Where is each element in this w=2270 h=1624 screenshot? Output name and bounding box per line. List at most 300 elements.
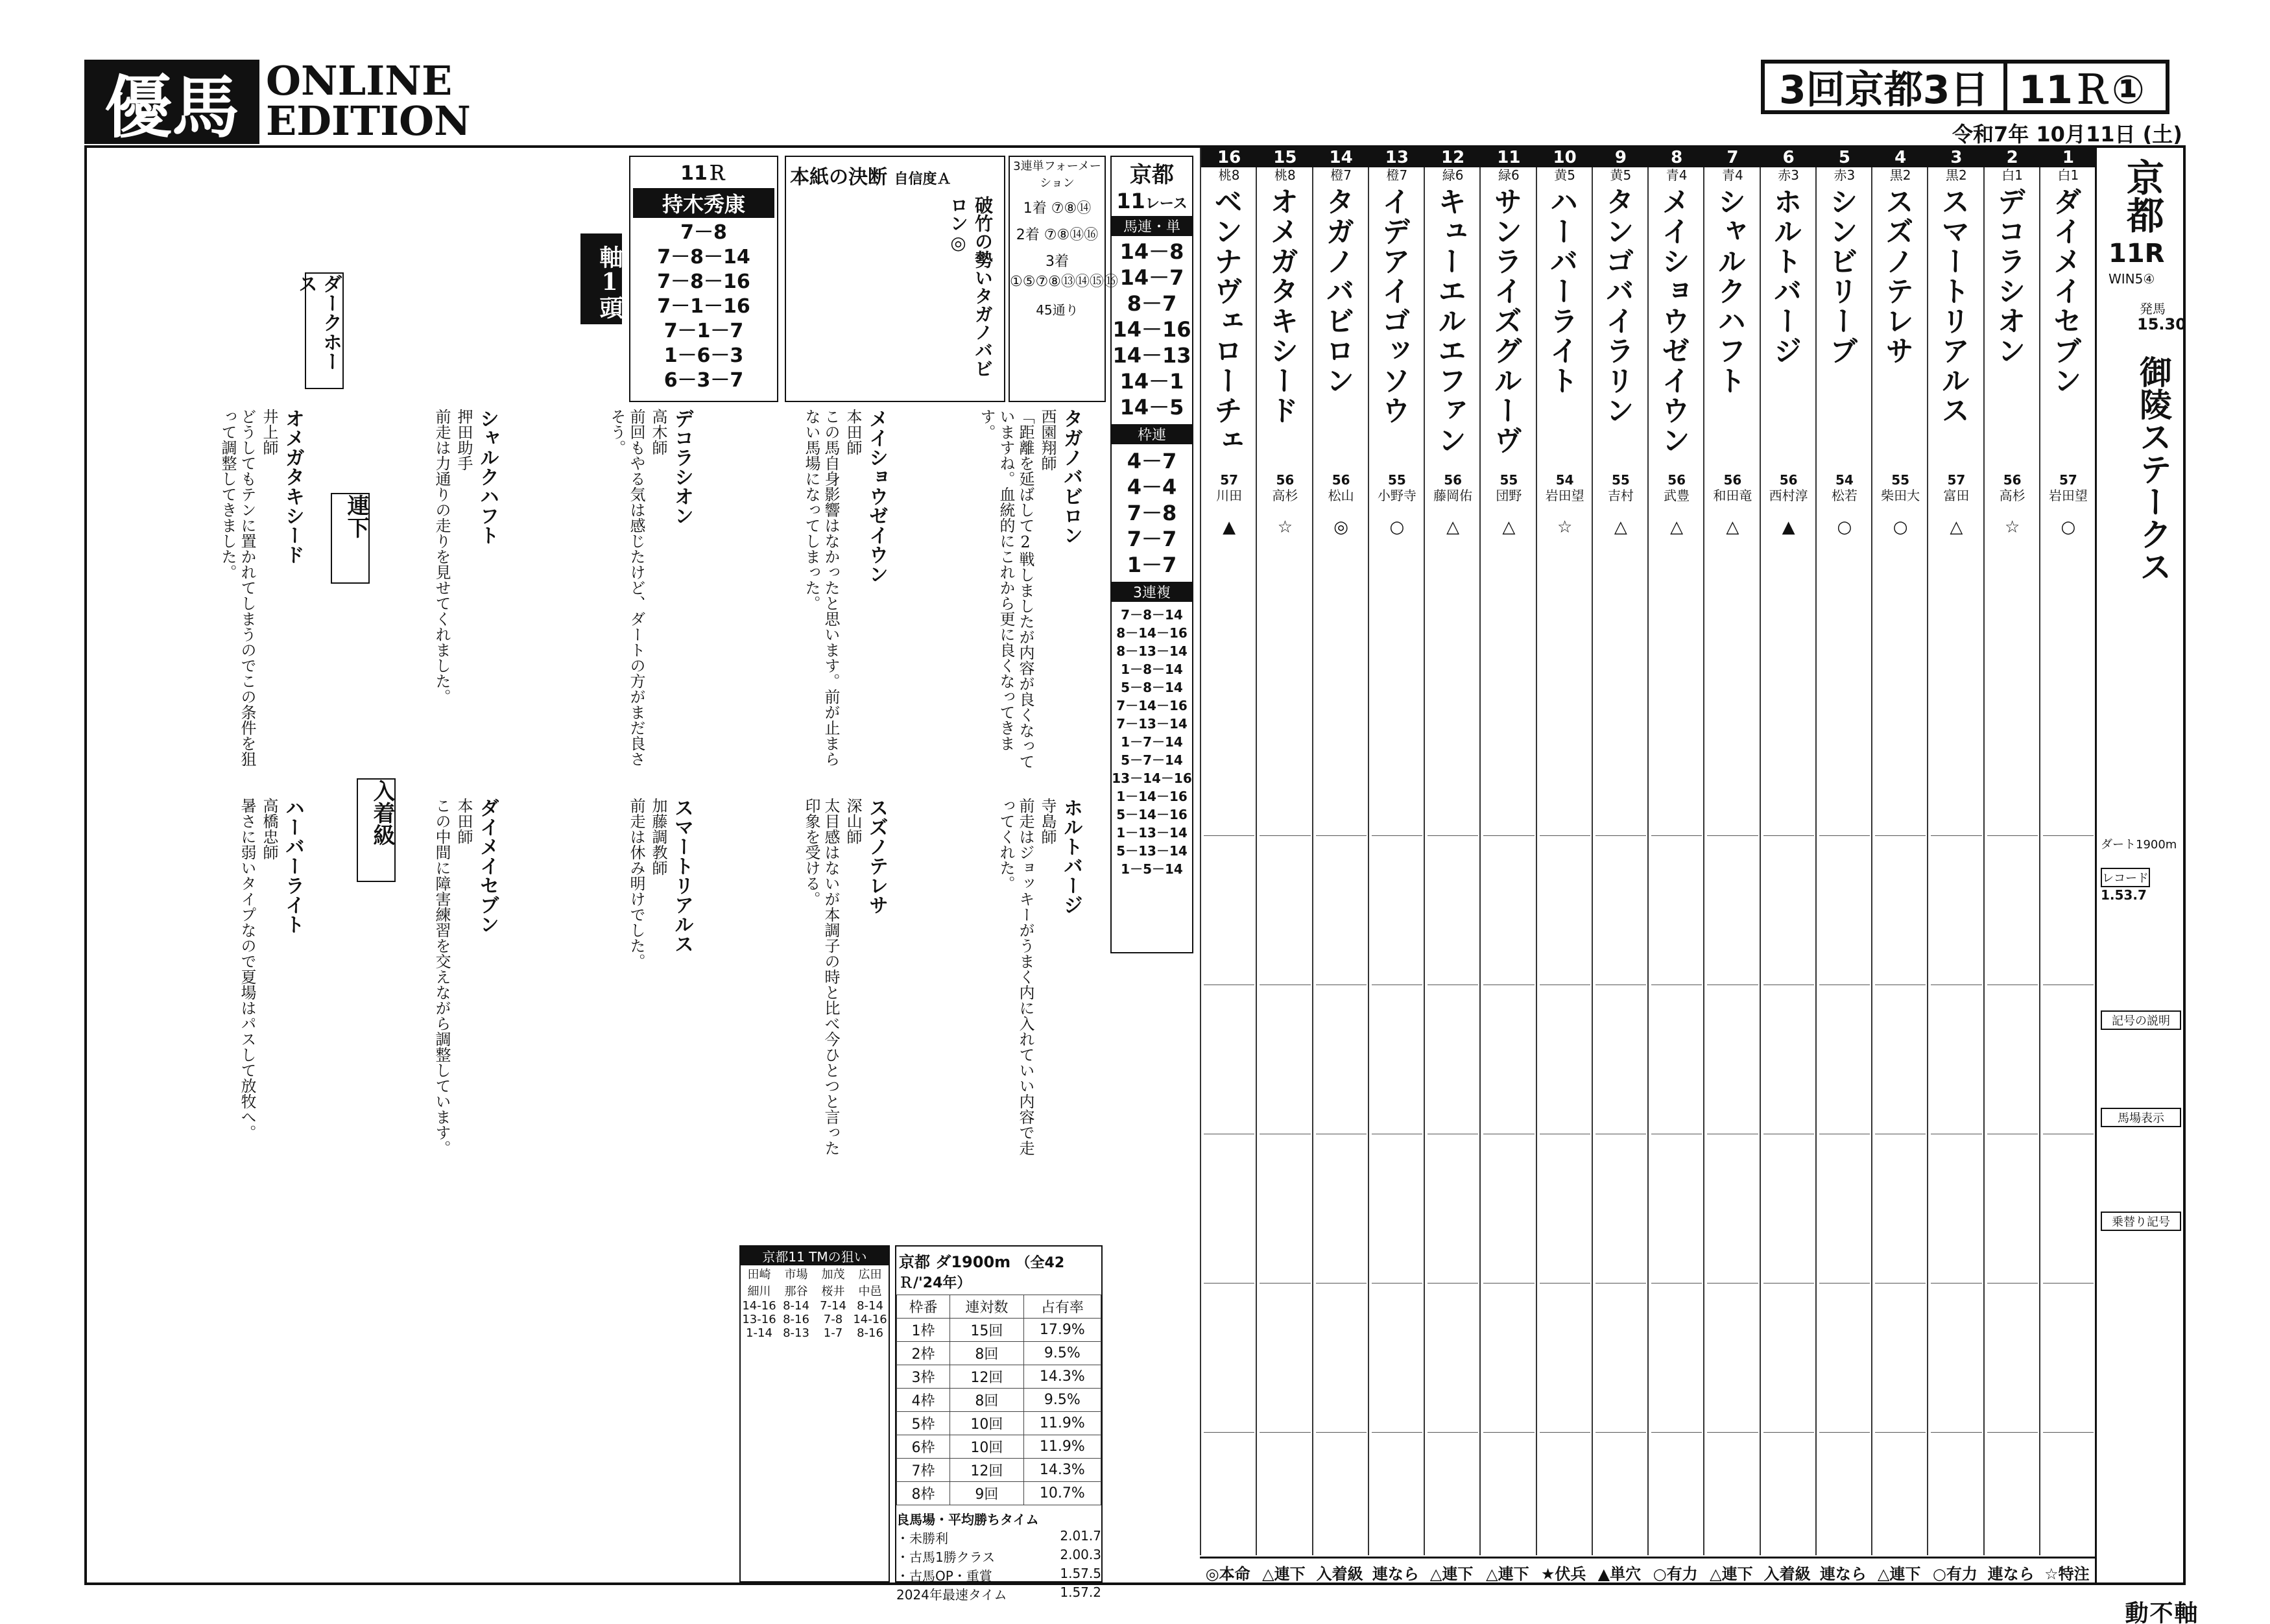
comment-horse: シャルクハフト bbox=[476, 409, 499, 545]
horse-mark: ○ bbox=[1837, 518, 1852, 537]
comment-trainer: 高木師 bbox=[649, 409, 667, 455]
past-race-box bbox=[1204, 1283, 1254, 1420]
course-cell: 10回 bbox=[950, 1435, 1024, 1459]
horse-name: シンビリーブ bbox=[1824, 187, 1858, 366]
horse-frame: 赤3 bbox=[1778, 167, 1799, 183]
course-row bbox=[897, 1389, 1101, 1412]
formation-row-1: 1着 ⑦⑧⑭ bbox=[1023, 200, 1092, 217]
legend-norikae: 乗替り記号 bbox=[2101, 1212, 2181, 1231]
pick-item: 14－8 bbox=[1119, 239, 1184, 264]
horse-name: スマートリアルス bbox=[1936, 187, 1970, 425]
tm-name: 那谷 bbox=[784, 1285, 808, 1298]
horse-weight: 55 bbox=[1499, 472, 1518, 488]
kettei-title: 本紙の決断 自信度Ａ bbox=[790, 166, 951, 189]
tm-race: 11レース bbox=[1116, 189, 1188, 213]
course-row bbox=[897, 1342, 1101, 1365]
horse-weight: 57 bbox=[1947, 472, 1966, 488]
tm-nerai-cell: 1-7 bbox=[823, 1326, 843, 1340]
pick-item: 4－4 bbox=[1127, 475, 1177, 499]
section-rental: 連下 bbox=[331, 493, 370, 584]
past-race-box bbox=[1316, 1432, 1367, 1569]
footer-mark: ◎本命 bbox=[1205, 1565, 1250, 1583]
past-race-box bbox=[2043, 1134, 2094, 1271]
avg-time: 2.01.7 bbox=[1060, 1528, 1101, 1544]
course-cell: 12回 bbox=[950, 1459, 1024, 1482]
section-dark-horse: ダークホース bbox=[305, 272, 344, 389]
footer-marks bbox=[1200, 1557, 2095, 1582]
horse-frame: 黒2 bbox=[1946, 167, 1967, 183]
avg-time: 1.57.2 bbox=[1060, 1584, 1101, 1600]
race-title bbox=[1761, 60, 2169, 114]
jiku-picker: 持木秀康 bbox=[633, 188, 774, 218]
horse-number: 3 bbox=[1928, 148, 1984, 167]
footer-mark: △連下 bbox=[1486, 1565, 1529, 1583]
record-label: レコード bbox=[2101, 868, 2150, 887]
horse-jockey: 吉村 bbox=[1607, 488, 1634, 503]
course-cell: 10.7% bbox=[1023, 1482, 1101, 1505]
jiku-box bbox=[629, 156, 778, 402]
horse-column bbox=[1983, 148, 2040, 1555]
tm-nerai-title: 京都11 TMの狙い bbox=[741, 1247, 889, 1265]
comment-trainer: 本田師 bbox=[844, 409, 862, 455]
horse-name: デコラシオン bbox=[1992, 187, 2025, 366]
footer-mark: ○有力 bbox=[1932, 1565, 1977, 1583]
comment-horse: スズノテレサ bbox=[865, 798, 888, 914]
footer-mark: △連下 bbox=[1710, 1565, 1753, 1583]
past-race-box bbox=[1540, 985, 1590, 1121]
horse-jockey: 高杉 bbox=[1272, 488, 1298, 503]
horse-name: ホルトバージ bbox=[1768, 187, 1802, 366]
past-race-box bbox=[1372, 985, 1422, 1121]
avg-row bbox=[896, 1566, 1101, 1584]
past-race-box bbox=[1651, 985, 1702, 1121]
pick-item: 7－13－14 bbox=[1116, 716, 1188, 732]
pick-item: 8－7 bbox=[1127, 291, 1177, 316]
horse-frame: 緑6 bbox=[1498, 167, 1520, 183]
course-cell: 14.3% bbox=[1023, 1459, 1101, 1482]
past-race-box bbox=[1595, 985, 1646, 1121]
horse-column bbox=[1312, 148, 1369, 1555]
comment-trainer: 本田師 bbox=[455, 798, 473, 844]
past-race-box bbox=[1875, 1432, 1926, 1569]
past-race-box bbox=[1428, 835, 1478, 972]
horse-number: 13 bbox=[1369, 148, 1425, 167]
pick-item: 13－14－16 bbox=[1112, 770, 1192, 786]
horse-mark: △ bbox=[1446, 518, 1460, 537]
tm-nerai-table bbox=[741, 1265, 889, 1340]
horse-name: イデアイゴッソウ bbox=[1376, 187, 1410, 425]
tm-nerai-names bbox=[741, 1265, 889, 1299]
course-row bbox=[897, 1365, 1101, 1389]
horse-name: シャルクハフト bbox=[1712, 187, 1746, 396]
horse-weight: 57 bbox=[2059, 472, 2077, 488]
past-race-box bbox=[1707, 835, 1758, 972]
comment-text: 前走は休み明けでした。 bbox=[627, 798, 645, 969]
race-number-box: 11R bbox=[2109, 239, 2165, 269]
course-cell: 9.5% bbox=[1023, 1342, 1101, 1365]
past-race-box bbox=[1763, 1432, 1814, 1569]
past-race-box bbox=[1428, 1134, 1478, 1271]
pick-item: 1－6－3 bbox=[663, 344, 744, 367]
past-race-box bbox=[1875, 1283, 1926, 1420]
past-race-box bbox=[1875, 985, 1926, 1121]
horse-weight: 55 bbox=[1611, 472, 1630, 488]
comment-trainer: 井上師 bbox=[260, 409, 278, 455]
footer-mark: 連なら bbox=[1819, 1565, 1867, 1583]
pick-item: 7－14－16 bbox=[1116, 698, 1188, 713]
tm-nerai-cell: 7-14 bbox=[820, 1299, 846, 1313]
past-race-box bbox=[1540, 835, 1590, 972]
pick-item: 7－8－14 bbox=[657, 246, 750, 269]
past-race-box bbox=[1483, 1283, 1534, 1420]
comment-block bbox=[700, 409, 889, 785]
course-table bbox=[896, 1295, 1101, 1505]
avg-label: ・古馬OP・重賞 bbox=[896, 1568, 992, 1584]
kettei-box bbox=[785, 156, 1005, 402]
past-race-box bbox=[1987, 1432, 2038, 1569]
past-race-box bbox=[1763, 985, 1814, 1121]
horse-number: 12 bbox=[1425, 148, 1481, 167]
brand-line-2: EDITION bbox=[266, 97, 471, 145]
past-race-box bbox=[1428, 985, 1478, 1121]
race-date: 令和7年 10月11日 (土) bbox=[1952, 122, 2182, 147]
horse-frame: 桃8 bbox=[1218, 167, 1240, 183]
tm-bet-type: 馬連・単 bbox=[1112, 216, 1192, 236]
past-race-box bbox=[1595, 1432, 1646, 1569]
section-nyuchaku: 入着級 bbox=[357, 778, 396, 882]
course-title: 京都 ダ1900m （全42Ｒ/'24年） bbox=[899, 1253, 1065, 1291]
course-cell: 5枠 bbox=[897, 1412, 950, 1435]
formation-count: 45通り bbox=[1036, 302, 1079, 318]
avg-label: ・古馬1勝クラス bbox=[896, 1549, 996, 1565]
horse-jockey: 高杉 bbox=[1999, 488, 2025, 503]
horse-jockey: 岩田望 bbox=[1545, 488, 1584, 503]
past-race-box bbox=[1204, 1134, 1254, 1271]
past-race-box bbox=[2043, 835, 2094, 972]
past-race-box bbox=[1987, 1134, 2038, 1271]
horse-mark: ○ bbox=[2061, 518, 2076, 537]
past-race-box bbox=[1260, 1134, 1310, 1271]
horse-frame: 橙7 bbox=[1330, 167, 1352, 183]
tm-name: 市場 bbox=[784, 1268, 808, 1282]
pick-item: 7－1－7 bbox=[663, 320, 744, 342]
past-race-box bbox=[1595, 1283, 1646, 1420]
horse-column bbox=[1256, 148, 1313, 1555]
pick-item: 14－16 bbox=[1112, 317, 1191, 342]
start-label: 発馬 bbox=[2140, 301, 2166, 316]
comment-block bbox=[117, 798, 305, 1174]
jiku-label: 軸1頭 bbox=[580, 233, 622, 324]
horse-number: 10 bbox=[1537, 148, 1593, 167]
tm-nerai-cell: 8-13 bbox=[783, 1326, 809, 1340]
pick-item: 1－7 bbox=[1127, 553, 1177, 577]
comment-block bbox=[895, 409, 1083, 785]
horse-mark: ○ bbox=[1389, 518, 1405, 537]
horse-number: 6 bbox=[1761, 148, 1817, 167]
past-race-box bbox=[1651, 1283, 1702, 1420]
comment-text: 前回もやる気は感じたけど、ダートの方がまだ良さそう。 bbox=[608, 409, 645, 767]
horse-name: メイショウゼイウン bbox=[1656, 187, 1690, 455]
past-race-box bbox=[1540, 1283, 1590, 1420]
horse-frame: 桃8 bbox=[1274, 167, 1296, 183]
tm-trio-label: 3連複 bbox=[1112, 582, 1192, 602]
horse-column bbox=[1703, 148, 1760, 1555]
past-race-box bbox=[1316, 985, 1367, 1121]
past-race-box bbox=[1931, 835, 1981, 972]
horse-mark: △ bbox=[1670, 518, 1684, 537]
past-race-box bbox=[1763, 835, 1814, 972]
tm-name: 田崎 bbox=[747, 1268, 771, 1282]
horse-weight: 56 bbox=[1667, 472, 1686, 488]
horse-jockey: 富田 bbox=[1943, 488, 1970, 503]
footer-mark: △連下 bbox=[1429, 1565, 1474, 1583]
pick-item: 7－7 bbox=[1127, 527, 1177, 551]
pick-item: 5－8－14 bbox=[1121, 680, 1183, 695]
tm-name: 桜井 bbox=[821, 1285, 845, 1298]
course-cell: 2枠 bbox=[897, 1342, 950, 1365]
horse-number: 4 bbox=[1872, 148, 1928, 167]
tm-nerai-cell: 8-14 bbox=[857, 1299, 883, 1313]
course-cell: 4枠 bbox=[897, 1389, 950, 1412]
tm-nerai-cell: 8-16 bbox=[857, 1326, 883, 1340]
horse-mark: △ bbox=[1726, 518, 1739, 537]
past-race-box bbox=[1819, 1283, 1870, 1420]
brand-logo: 優馬 bbox=[84, 60, 259, 144]
tm-nerai-cell: 14-16 bbox=[742, 1299, 776, 1313]
jiku-race: 11Ｒ bbox=[680, 162, 727, 185]
past-race-box bbox=[1987, 835, 2038, 972]
pick-item: 1－14－16 bbox=[1116, 789, 1188, 804]
course-head-rate: 占有率 bbox=[1023, 1295, 1101, 1319]
pick-item: 14－13 bbox=[1112, 343, 1191, 368]
past-race-box bbox=[1931, 985, 1981, 1121]
avg-row bbox=[896, 1528, 1101, 1547]
race-number: 11Ｒ① bbox=[2018, 67, 2145, 113]
footer-mark: △連下 bbox=[1262, 1565, 1306, 1583]
tm-nerai-row bbox=[741, 1299, 889, 1313]
horse-mark: ▲ bbox=[1223, 518, 1236, 537]
pick-item: 5－14－16 bbox=[1116, 807, 1188, 822]
pick-item: 5－13－14 bbox=[1116, 843, 1188, 859]
past-race-box bbox=[1316, 1134, 1367, 1271]
horse-name: ダイメイセブン bbox=[2048, 187, 2081, 396]
horse-jockey: 柴田大 bbox=[1881, 488, 1920, 503]
past-race-box bbox=[1540, 1432, 1590, 1569]
past-race-box bbox=[1819, 835, 1870, 972]
course-cell: 10回 bbox=[950, 1412, 1024, 1435]
comment-text: 暑さに弱いタイプなので夏場はパスして放牧へ。 bbox=[238, 798, 256, 1140]
course-info: ダート1900m bbox=[2101, 838, 2177, 852]
horse-weight: 55 bbox=[1891, 472, 1910, 488]
course-cell: 11.9% bbox=[1023, 1435, 1101, 1459]
past-race-box bbox=[1987, 985, 2038, 1121]
pick-item: 7－8－14 bbox=[1121, 607, 1183, 623]
race-meet: 3回京都3日 bbox=[1765, 64, 2007, 110]
past-race-box bbox=[1819, 1432, 1870, 1569]
avg-row bbox=[896, 1584, 1101, 1603]
jiku-lines bbox=[630, 221, 777, 393]
horse-name: ベンナヴェローチェ bbox=[1209, 187, 1243, 455]
tm-place: 京都 bbox=[1130, 162, 1174, 188]
course-cell: 14.3% bbox=[1023, 1365, 1101, 1389]
avg-row bbox=[896, 1547, 1101, 1566]
course-cell: 8回 bbox=[950, 1342, 1024, 1365]
horse-jockey: 川田 bbox=[1216, 488, 1243, 503]
footer-mark: 連なら bbox=[1372, 1565, 1419, 1583]
horse-weight: 56 bbox=[1723, 472, 1742, 488]
horse-column bbox=[1592, 148, 1649, 1555]
course-row bbox=[897, 1482, 1101, 1505]
comment-trainer: 加藤調教師 bbox=[649, 798, 667, 876]
horse-column bbox=[1479, 148, 1536, 1555]
horse-mark: ○ bbox=[1893, 518, 1908, 537]
pick-item: 6－3－7 bbox=[663, 369, 744, 392]
formation-label: 3連単フォーメーション bbox=[1013, 160, 1101, 190]
past-race-box bbox=[1483, 985, 1534, 1121]
horse-frame: 青4 bbox=[1722, 167, 1743, 183]
avg-time: 2.00.3 bbox=[1060, 1547, 1101, 1562]
horse-name: オメガタキシード bbox=[1265, 187, 1298, 425]
comment-text: この中間に障害練習を交えながら調整しています。 bbox=[433, 798, 451, 1156]
comment-text: どうしてもテンに置かれてしまうのでこの条件を狙って調整してきました。 bbox=[219, 409, 256, 767]
horse-number: 5 bbox=[1817, 148, 1872, 167]
past-race-box bbox=[1707, 1134, 1758, 1271]
horse-column bbox=[1815, 148, 1872, 1555]
horse-number: 2 bbox=[1985, 148, 2040, 167]
past-race-box bbox=[1372, 1134, 1422, 1271]
past-race-box bbox=[1931, 1134, 1981, 1271]
formation-box bbox=[1009, 156, 1118, 402]
formation-row-2: 2着 ⑦⑧⑭⑯ bbox=[1016, 227, 1099, 243]
comment-block bbox=[117, 409, 305, 785]
tm-name: 細川 bbox=[747, 1285, 771, 1298]
pick-item: 1－7－14 bbox=[1121, 734, 1183, 750]
avg-rows bbox=[896, 1528, 1101, 1603]
comment-block bbox=[700, 798, 889, 1174]
avg-time: 1.57.5 bbox=[1060, 1566, 1101, 1581]
footer-mark: 入着級 bbox=[1763, 1565, 1811, 1583]
comment-trainer: 西園翔師 bbox=[1038, 409, 1057, 471]
horse-number: 1 bbox=[2040, 148, 2096, 167]
past-race-box bbox=[1595, 835, 1646, 972]
tm-frame-label: 枠連 bbox=[1112, 424, 1192, 444]
avg-title: 良馬場・平均勝ちタイム bbox=[896, 1512, 1039, 1527]
horse-column bbox=[1927, 148, 1984, 1555]
horse-frame: 黄5 bbox=[1554, 167, 1575, 183]
tm-nerai-row bbox=[741, 1313, 889, 1326]
horse-weight: 55 bbox=[1387, 472, 1406, 488]
horse-column bbox=[1536, 148, 1593, 1555]
horse-weight: 54 bbox=[1555, 472, 1574, 488]
past-race-box bbox=[1763, 1283, 1814, 1420]
pick-item: 14－1 bbox=[1119, 369, 1184, 394]
pick-item: 1－13－14 bbox=[1116, 825, 1188, 841]
horse-weight: 56 bbox=[1779, 472, 1798, 488]
horse-frame: 青4 bbox=[1666, 167, 1688, 183]
tm-name: 加茂 bbox=[821, 1268, 845, 1282]
formation-row-3: 3着 ①⑤⑦⑧⑬⑭⑮⑯ bbox=[1010, 254, 1118, 290]
horse-name: サンライズグルーヴ bbox=[1488, 187, 1522, 455]
comment-horse: ハーバーライト bbox=[281, 798, 304, 934]
horse-column bbox=[1368, 148, 1425, 1555]
horse-jockey: 武豊 bbox=[1664, 488, 1690, 503]
past-race-box bbox=[1595, 1134, 1646, 1271]
past-race-box bbox=[1483, 1432, 1534, 1569]
race-place: 京都 bbox=[2120, 158, 2164, 233]
horse-number: 15 bbox=[1257, 148, 1313, 167]
pick-item: 1－8－14 bbox=[1121, 662, 1183, 677]
horse-mark: ◎ bbox=[1333, 518, 1348, 537]
horse-frame: 白1 bbox=[2057, 167, 2079, 183]
race-name: 御陵ステークス bbox=[2134, 355, 2173, 582]
pick-item: 1－5－14 bbox=[1121, 861, 1183, 877]
course-cell: 6枠 bbox=[897, 1435, 950, 1459]
past-race-box bbox=[1260, 1432, 1310, 1569]
horse-column bbox=[1871, 148, 1928, 1555]
horse-mark: ▲ bbox=[1782, 518, 1795, 537]
comment-block bbox=[311, 409, 499, 785]
comment-horse: ホルトバージ bbox=[1060, 798, 1082, 914]
past-race-box bbox=[1372, 1283, 1422, 1420]
comment-text: この馬自身影響はなかったと思います。前が止まらない馬場になってしまった。 bbox=[802, 409, 840, 767]
avg-label: 2024年最速タイム bbox=[896, 1587, 1007, 1603]
horse-jockey: 西村淳 bbox=[1769, 488, 1808, 503]
past-race-box bbox=[1316, 835, 1367, 972]
comment-block bbox=[506, 798, 694, 1174]
horse-frame: 黒2 bbox=[1889, 167, 1911, 183]
horse-mark: △ bbox=[1614, 518, 1627, 537]
course-cell: 9.5% bbox=[1023, 1389, 1101, 1412]
comment-trainer: 高橋忠師 bbox=[260, 798, 278, 860]
horse-name: キューエルエファン bbox=[1433, 187, 1466, 455]
horse-mark: ☆ bbox=[1557, 518, 1573, 537]
tm-nerai-cell: 1-14 bbox=[746, 1326, 772, 1340]
tm-nerai-cell: 7-8 bbox=[823, 1313, 843, 1326]
course-row bbox=[897, 1459, 1101, 1482]
comment-horse: スマートリアルス bbox=[671, 798, 693, 953]
course-cell: 1枠 bbox=[897, 1319, 950, 1342]
horse-weight: 56 bbox=[1444, 472, 1463, 488]
comment-block bbox=[311, 798, 499, 1174]
past-race-box bbox=[1875, 1134, 1926, 1271]
pick-item: 14－7 bbox=[1119, 265, 1184, 290]
comment-trainer: 寺島師 bbox=[1038, 798, 1057, 844]
past-race-box bbox=[2043, 1432, 2094, 1569]
tm-name: 広田 bbox=[858, 1268, 882, 1282]
horse-number: 11 bbox=[1481, 148, 1536, 167]
tm-picks bbox=[1112, 239, 1192, 420]
horse-number: 8 bbox=[1649, 148, 1704, 167]
race-info-column bbox=[2095, 148, 2198, 1624]
footer-mark: ▲単穴 bbox=[1597, 1565, 1642, 1583]
horse-name: スズノテレサ bbox=[1880, 187, 1914, 366]
course-head-waku: 枠番 bbox=[897, 1295, 950, 1319]
horse-jockey: 藤岡佑 bbox=[1433, 488, 1473, 503]
past-race-box bbox=[1931, 1432, 1981, 1569]
pick-item: 8－13－14 bbox=[1116, 643, 1188, 659]
horse-name: タガノバビロン bbox=[1320, 187, 1354, 396]
horse-frame: 赤3 bbox=[1834, 167, 1856, 183]
past-race-box bbox=[1428, 1432, 1478, 1569]
course-cell: 17.9% bbox=[1023, 1319, 1101, 1342]
horse-jockey: 松若 bbox=[1831, 488, 1858, 503]
horse-column bbox=[1200, 148, 1257, 1555]
past-race-box bbox=[1651, 835, 1702, 972]
pick-item: 4－7 bbox=[1127, 449, 1177, 473]
horse-jockey: 小野寺 bbox=[1377, 488, 1416, 503]
course-cell: 15回 bbox=[950, 1319, 1024, 1342]
past-race-box bbox=[1372, 1432, 1422, 1569]
